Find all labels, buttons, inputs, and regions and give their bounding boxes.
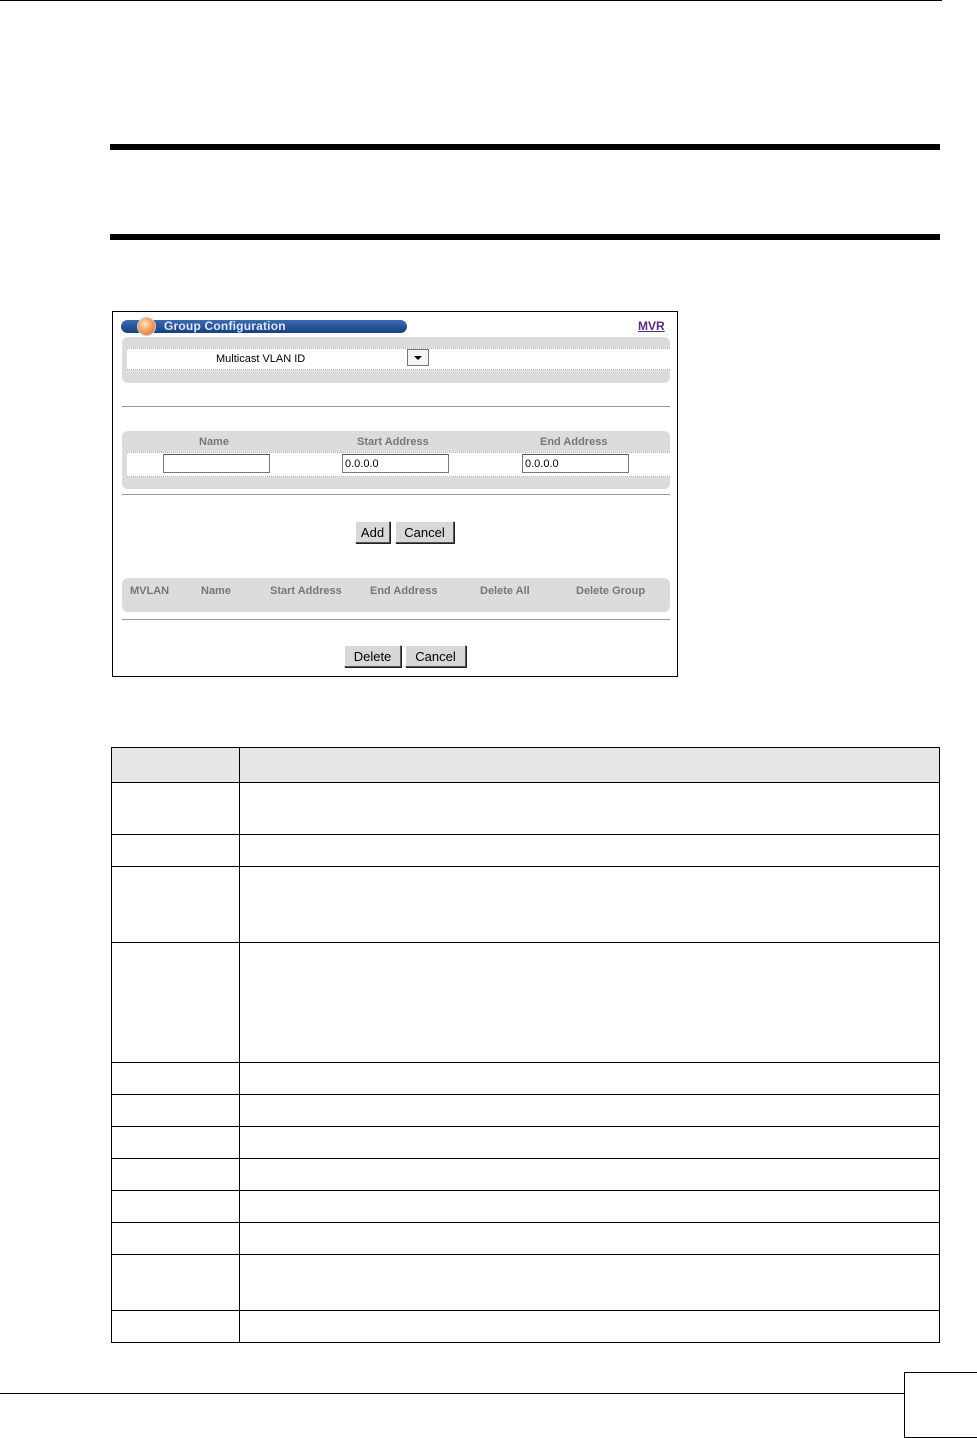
start-address-input[interactable] [342, 454, 449, 473]
name-input[interactable] [163, 454, 270, 473]
mvlan-header: MVLAN [130, 585, 170, 597]
header-cell-description [240, 748, 940, 783]
table-row [112, 1255, 940, 1311]
delete-all-header: Delete All [480, 585, 530, 597]
cancel-delete-button[interactable]: Cancel [405, 645, 466, 667]
label-cell [112, 1311, 240, 1343]
description-cell [240, 1159, 940, 1191]
description-cell [240, 1223, 940, 1255]
footer-rule [0, 1393, 904, 1394]
table-row [112, 835, 940, 867]
table-row [112, 1095, 940, 1127]
description-cell [240, 1255, 940, 1311]
delete-button[interactable]: Delete [344, 645, 401, 667]
summary-end-address-header: End Address [370, 585, 438, 597]
chevron-down-icon [414, 356, 422, 360]
end-address-header: End Address [540, 436, 608, 448]
label-cell [112, 1127, 240, 1159]
title-bar [121, 320, 407, 333]
description-cell [240, 1311, 940, 1343]
orb-icon [137, 317, 156, 336]
multicast-vlan-id-label: Multicast VLAN ID [216, 353, 306, 365]
table-row [112, 1063, 940, 1095]
table-row [112, 1191, 940, 1223]
description-cell [240, 1095, 940, 1127]
divider [122, 406, 670, 407]
table-row [112, 1311, 940, 1343]
description-table [111, 747, 940, 1343]
table-row [112, 783, 940, 835]
description-cell [240, 1127, 940, 1159]
divider [122, 619, 670, 620]
panel-title: Group Configuration [164, 319, 286, 333]
mvr-link[interactable]: MVR [638, 319, 665, 333]
table-row [112, 1159, 940, 1191]
multicast-vlan-id-select[interactable] [407, 349, 429, 366]
table-row [112, 1127, 940, 1159]
label-cell [112, 1191, 240, 1223]
top-rule [0, 0, 942, 1]
table-header-row [112, 748, 940, 783]
note-rule-top [110, 144, 940, 150]
description-cell [240, 1191, 940, 1223]
label-cell [112, 1255, 240, 1311]
description-cell [240, 783, 940, 835]
header-cell-label [112, 748, 240, 783]
label-cell [112, 867, 240, 943]
label-cell [112, 783, 240, 835]
cancel-button[interactable]: Cancel [395, 521, 454, 543]
label-cell [112, 1095, 240, 1127]
description-cell [240, 835, 940, 867]
page-number-box [904, 1372, 977, 1438]
vlan-select-group [122, 337, 670, 383]
note-rule-bottom [110, 234, 940, 240]
label-cell [112, 1223, 240, 1255]
description-table-body [112, 783, 940, 1343]
summary-name-header: Name [201, 585, 231, 597]
end-address-input[interactable] [522, 454, 629, 473]
table-row [112, 1223, 940, 1255]
table-row [112, 867, 940, 943]
label-cell [112, 943, 240, 1063]
description-cell [240, 1063, 940, 1095]
summary-start-address-header: Start Address [270, 585, 342, 597]
table-row [112, 943, 940, 1063]
name-header: Name [199, 436, 229, 448]
description-cell [240, 943, 940, 1063]
start-address-header: Start Address [357, 436, 429, 448]
label-cell [112, 1063, 240, 1095]
add-button[interactable]: Add [355, 521, 390, 543]
label-cell [112, 835, 240, 867]
divider [122, 494, 670, 495]
delete-group-header: Delete Group [576, 585, 646, 597]
description-cell [240, 867, 940, 943]
group-configuration-panel [112, 311, 678, 677]
label-cell [112, 1159, 240, 1191]
